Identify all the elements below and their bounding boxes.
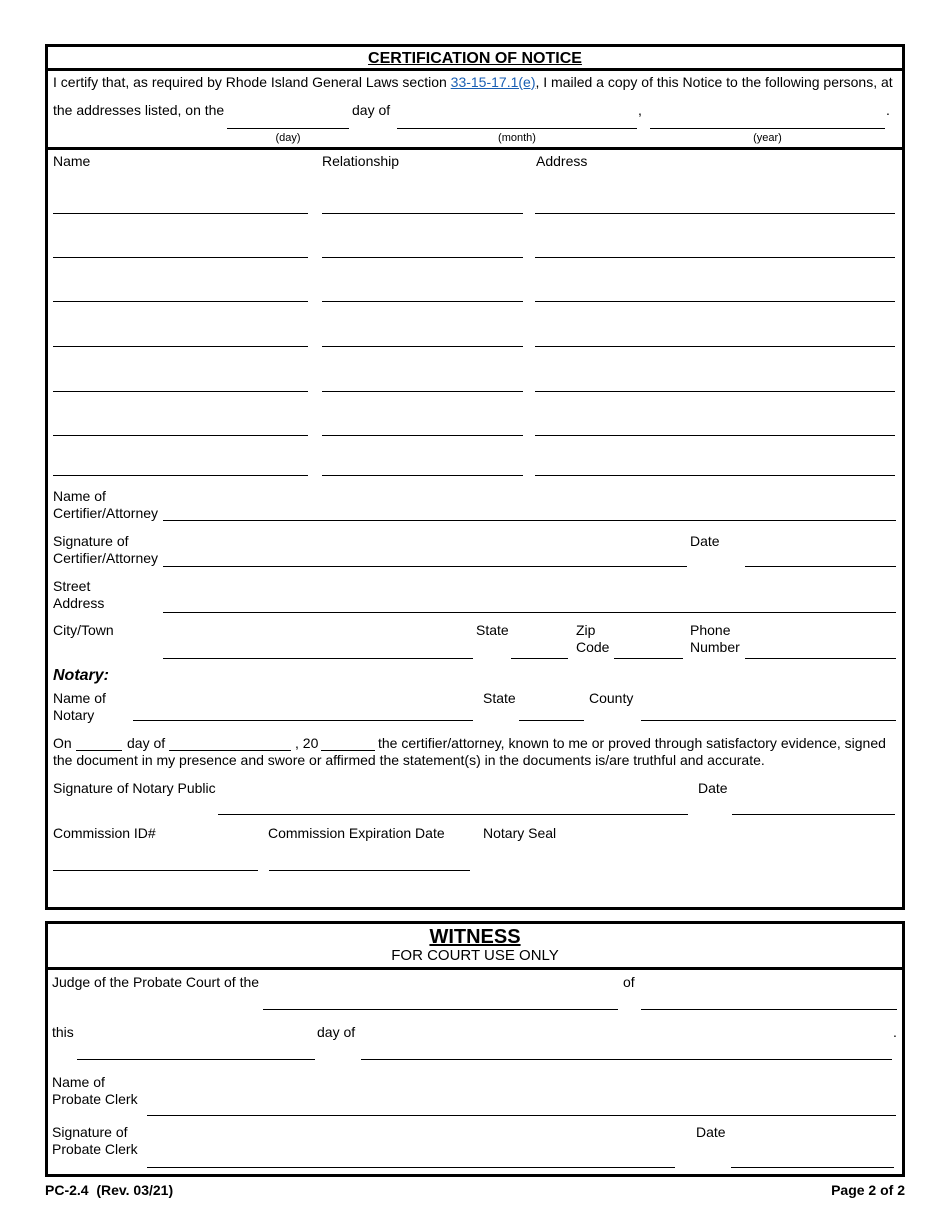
- notary-county-label: County: [589, 690, 634, 706]
- cert-line1-prefix: I certify that, as required by Rhode Island General Laws section: [53, 74, 447, 90]
- commission-exp-label: Commission Expiration Date: [268, 825, 445, 841]
- notary-heading: Notary:: [53, 667, 110, 684]
- notary-year-field[interactable]: [321, 750, 375, 751]
- certification-line-1: [53, 74, 893, 91]
- notary-on: On: [53, 735, 72, 751]
- witness-period: .: [893, 1024, 897, 1040]
- recipient-name-field[interactable]: [53, 435, 308, 436]
- recipient-name-field[interactable]: [53, 213, 308, 214]
- cert-year-field[interactable]: [650, 128, 885, 129]
- phone-field[interactable]: [745, 658, 896, 659]
- certifier-date-field[interactable]: [745, 566, 896, 567]
- city-field[interactable]: [163, 658, 473, 659]
- recipient-relationship-header: Relationship: [322, 153, 400, 169]
- notary-day-of: day of: [127, 735, 166, 751]
- certifier-sig-label-2: Certifier/Attorney: [53, 550, 159, 566]
- street-label-2: Address: [53, 595, 105, 611]
- clerk-sig-label-2: Probate Clerk: [52, 1141, 138, 1157]
- cert-line2-prefix: the addresses listed, on the: [53, 102, 225, 118]
- notary-year-prefix: , 20: [295, 735, 319, 751]
- clerk-name-label-1: Name of: [52, 1074, 105, 1090]
- zip-label-1: Zip: [576, 622, 596, 638]
- clerk-name-label: [52, 1074, 138, 1108]
- recipient-address-field[interactable]: [535, 435, 895, 436]
- phone-label-1: Phone: [690, 622, 731, 638]
- street-label-1: Street: [53, 578, 91, 594]
- divider: [45, 967, 905, 970]
- recipient-name-header: Name: [53, 153, 91, 169]
- recipient-address-field[interactable]: [535, 257, 895, 258]
- notary-name-field[interactable]: [133, 720, 473, 721]
- cert-comma: ,: [638, 102, 642, 118]
- phone-label: [690, 622, 740, 656]
- notary-date-label: Date: [698, 780, 728, 796]
- recipient-relationship-field[interactable]: [322, 346, 523, 347]
- county-field[interactable]: [641, 1009, 897, 1010]
- certifier-name-label-1: Name of: [53, 488, 106, 504]
- phone-label-2: Number: [690, 639, 740, 655]
- notary-name-label: [53, 690, 106, 724]
- witness-title: WITNESS: [429, 926, 521, 948]
- street-address-label: [53, 578, 104, 612]
- clerk-signature-field[interactable]: [147, 1167, 675, 1168]
- recipient-name-field[interactable]: [53, 257, 308, 258]
- commission-exp-field[interactable]: [269, 870, 470, 871]
- recipient-relationship-field[interactable]: [322, 435, 523, 436]
- clerk-name-field[interactable]: [147, 1115, 896, 1116]
- certifier-name-label: [53, 488, 158, 522]
- city-label: City/Town: [53, 622, 114, 638]
- recipient-relationship-field[interactable]: [322, 257, 523, 258]
- clerk-signature-label: [52, 1124, 138, 1158]
- court-field[interactable]: [263, 1009, 618, 1010]
- month-caption: (month): [498, 132, 536, 144]
- recipient-relationship-field[interactable]: [322, 475, 523, 476]
- day-caption: (day): [275, 132, 301, 144]
- notary-statement-1: the certifier/attorney, known to me or proved through satisfactory evidence, signed: [378, 735, 886, 751]
- zip-label-2: Code: [576, 639, 610, 655]
- notary-state-field[interactable]: [519, 720, 584, 721]
- witness-subtitle: FOR COURT USE ONLY: [391, 947, 559, 964]
- notary-name-label-2: Notary: [53, 707, 95, 723]
- form-id: PC-2.4 (Rev. 03/21): [45, 1182, 174, 1198]
- cert-day-of: day of: [352, 102, 391, 118]
- recipient-address-field[interactable]: [535, 346, 895, 347]
- cert-period: .: [886, 102, 890, 118]
- notary-state-label: State: [483, 690, 516, 706]
- certifier-name-field[interactable]: [163, 520, 896, 521]
- notary-day-field[interactable]: [76, 750, 122, 751]
- witness-of: of: [623, 974, 635, 990]
- state-label: State: [476, 622, 509, 638]
- witness-day-of: day of: [317, 1024, 356, 1040]
- recipient-address-header: Address: [536, 153, 588, 169]
- recipient-address-field[interactable]: [535, 391, 895, 392]
- clerk-name-label-2: Probate Clerk: [52, 1091, 138, 1107]
- recipient-relationship-field[interactable]: [322, 391, 523, 392]
- witness-day-field[interactable]: [77, 1059, 315, 1060]
- recipient-name-field[interactable]: [53, 346, 308, 347]
- zip-field[interactable]: [614, 658, 683, 659]
- divider: [45, 68, 905, 71]
- divider: [45, 147, 905, 150]
- recipient-relationship-field[interactable]: [322, 301, 523, 302]
- page-number: Page 2 of 2: [831, 1182, 905, 1198]
- recipient-address-field[interactable]: [535, 475, 895, 476]
- recipient-name-field[interactable]: [53, 391, 308, 392]
- notary-signature-label: Signature of Notary Public: [53, 780, 216, 796]
- certifier-signature-label: [53, 533, 158, 567]
- clerk-sig-label-1: Signature of: [52, 1124, 128, 1140]
- clerk-date-label: Date: [696, 1124, 726, 1140]
- street-address-field[interactable]: [163, 612, 896, 613]
- recipient-address-field[interactable]: [535, 301, 895, 302]
- notary-county-field[interactable]: [641, 720, 896, 721]
- certifier-date-label: Date: [690, 533, 720, 549]
- certifier-name-label-2: Certifier/Attorney: [53, 505, 159, 521]
- recipient-name-field[interactable]: [53, 475, 308, 476]
- notary-date-field[interactable]: [732, 814, 895, 815]
- cert-day-field[interactable]: [227, 128, 349, 129]
- recipient-name-field[interactable]: [53, 301, 308, 302]
- witness-this: this: [52, 1024, 74, 1040]
- witness-month-field[interactable]: [361, 1059, 892, 1060]
- clerk-date-field[interactable]: [731, 1167, 894, 1168]
- notary-month-field[interactable]: [169, 750, 291, 751]
- year-caption: (year): [753, 132, 782, 144]
- recipient-address-field[interactable]: [535, 213, 895, 214]
- commission-id-field[interactable]: [53, 870, 258, 871]
- judge-label: Judge of the Probate Court of the: [52, 974, 260, 990]
- notary-seal-label: Notary Seal: [483, 825, 557, 841]
- recipient-relationship-field[interactable]: [322, 213, 523, 214]
- certifier-sig-label-1: Signature of: [53, 533, 129, 549]
- commission-id-label: Commission ID#: [53, 825, 156, 841]
- certification-title: CERTIFICATION OF NOTICE: [368, 50, 582, 67]
- notary-name-label-1: Name of: [53, 690, 106, 706]
- cert-month-field[interactable]: [397, 128, 637, 129]
- notary-signature-field[interactable]: [218, 814, 688, 815]
- state-field[interactable]: [511, 658, 568, 659]
- certifier-signature-field[interactable]: [163, 566, 687, 567]
- zip-label: [576, 622, 609, 656]
- cert-line1-suffix: , I mailed a copy of this Notice to the following persons, at: [535, 74, 893, 90]
- law-link[interactable]: 33-15-17.1(e): [450, 74, 536, 90]
- notary-statement-2: the document in my presence and swore or affirmed the statement(s) in the documents is/are truthful and accurate.: [53, 752, 765, 768]
